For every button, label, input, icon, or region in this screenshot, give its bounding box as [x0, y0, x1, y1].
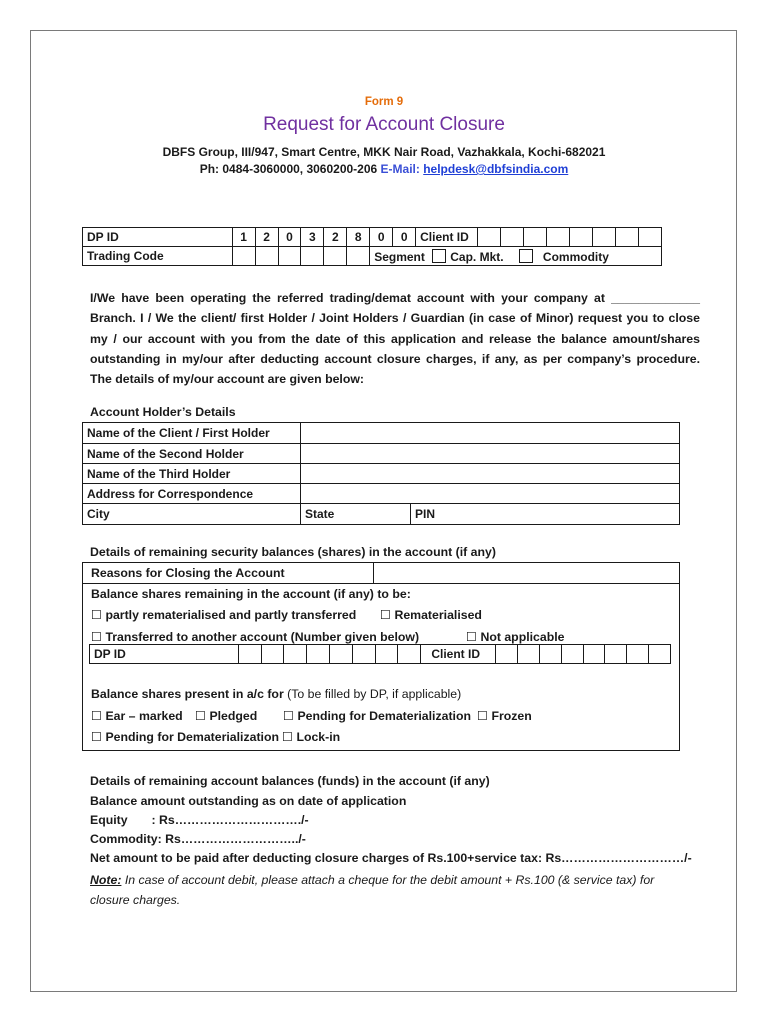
transfer-client-cell[interactable] — [583, 645, 605, 664]
form-title: Request for Account Closure — [263, 114, 505, 135]
address-label: Address for Correspondence — [83, 484, 301, 504]
address-field[interactable] — [301, 484, 680, 504]
option-frozen[interactable]: ☐ Frozen — [477, 709, 532, 723]
holders-table — [82, 422, 680, 525]
intro-paragraph: I/We have been operating the referred trading/demat account with your company at _____________ Branch. I / We the client/ first Holder / Joint Holders / Guardian (in case of Minor) request you to close my / our account with you from the date of this application and release the balance amount/shares outstanding in my/our after deducting account closure charges, if any, as per company’s procedure. The details of my/our account are given below: — [90, 291, 700, 387]
note-text: In case of account debit, please attach a cheque for the debit amount + Rs.100 (& service tax) for closure charges. — [90, 873, 655, 907]
option-transferred[interactable]: ☐ Transferred to another account (Number given below) — [91, 630, 420, 644]
contact-line — [0, 162, 768, 176]
client-id-cell[interactable] — [592, 228, 615, 247]
first-holder-label: Name of the Client / First Holder — [83, 423, 301, 444]
commodity-checkbox[interactable] — [519, 249, 533, 263]
present-label — [91, 687, 461, 701]
third-holder-field[interactable] — [301, 464, 680, 484]
funds-heading: Details of remaining account balances (funds) in the account (if any) — [90, 774, 490, 788]
third-holder-label: Name of the Third Holder — [83, 464, 301, 484]
state-field[interactable]: State — [301, 504, 411, 525]
transfer-id-table — [89, 644, 671, 664]
transfer-dp-cell[interactable] — [398, 645, 421, 664]
transfer-client-cell[interactable] — [627, 645, 649, 664]
outstanding-label: Balance amount outstanding as on date of application — [90, 794, 407, 808]
transfer-client-cell[interactable] — [561, 645, 583, 664]
option-pledged[interactable]: ☐ Pledged — [195, 709, 258, 723]
second-holder-field[interactable] — [301, 444, 680, 464]
client-id-cell[interactable] — [524, 228, 547, 247]
transfer-client-cell[interactable] — [518, 645, 540, 664]
transfer-dp-cell[interactable] — [238, 645, 261, 664]
note-label: Note: — [90, 873, 122, 887]
pin-field[interactable]: PIN — [411, 504, 680, 525]
client-id-cell[interactable] — [615, 228, 638, 247]
email-link[interactable]: helpdesk@dbfsindia.com — [423, 162, 569, 176]
transfer-client-cell[interactable] — [649, 645, 671, 664]
client-id-cell[interactable] — [547, 228, 570, 247]
transfer-client-cell[interactable] — [496, 645, 518, 664]
cap-mkt-checkbox[interactable] — [432, 249, 446, 263]
trading-code-cell[interactable] — [301, 247, 324, 266]
segment-label: Segment — [374, 249, 425, 264]
present-label-note: (To be filled by DP, if applicable) — [283, 687, 462, 701]
segment-cell — [370, 247, 662, 266]
phone-numbers: Ph: 0484-3060000, 3060200-206 — [199, 162, 378, 176]
option-not-applicable[interactable]: ☐ Not applicable — [466, 630, 565, 644]
transfer-client-cell[interactable] — [605, 645, 627, 664]
transfer-dp-id-label: DP ID — [90, 645, 239, 664]
cap-mkt-label: Cap. Mkt. — [450, 249, 504, 264]
client-id-cell[interactable] — [638, 228, 661, 247]
option-pending-demat[interactable]: ☐ Pending for Dematerialization — [283, 709, 471, 723]
dp-id-label: DP ID — [83, 228, 233, 247]
dp-id-digit[interactable]: 0 — [370, 228, 393, 247]
option-ear-marked[interactable]: ☐ Ear – marked — [91, 709, 183, 723]
holders-heading: Account Holder’s Details — [90, 405, 236, 419]
trading-code-cell[interactable] — [255, 247, 278, 266]
dp-id-digit[interactable]: 8 — [347, 228, 370, 247]
transfer-dp-cell[interactable] — [284, 645, 307, 664]
city-field[interactable]: City — [83, 504, 301, 525]
trading-code-label: Trading Code — [83, 247, 233, 266]
reasons-row — [83, 563, 679, 584]
reasons-divider — [373, 563, 374, 583]
commodity-line[interactable]: Commodity: Rs………………………../- — [90, 832, 306, 846]
company-address: DBFS Group, III/947, Smart Centre, MKK Nair Road, Vazhakkala, Kochi-682021 — [162, 145, 606, 159]
option-partly[interactable]: ☐ partly rematerialised and partly transferred — [91, 608, 357, 622]
security-heading: Details of remaining security balances (shares) in the account (if any) — [90, 545, 496, 559]
dp-id-digit[interactable]: 2 — [255, 228, 278, 247]
option-lock-in[interactable]: ☐ Lock-in — [282, 730, 341, 744]
client-id-cell[interactable] — [570, 228, 593, 247]
trading-code-cell[interactable] — [278, 247, 301, 266]
trading-code-cell[interactable] — [347, 247, 370, 266]
note — [90, 870, 690, 910]
form-number: Form 9 — [364, 96, 404, 108]
trading-code-cell[interactable] — [232, 247, 255, 266]
client-id-cell[interactable] — [501, 228, 524, 247]
transfer-dp-cell[interactable] — [307, 645, 330, 664]
first-holder-field[interactable] — [301, 423, 680, 444]
trading-code-cell[interactable] — [324, 247, 347, 266]
transfer-client-cell[interactable] — [539, 645, 561, 664]
remaining-label: Balance shares remaining in the account (if any) to be: — [91, 587, 411, 601]
client-id-label: Client ID — [416, 228, 478, 247]
dp-id-digit[interactable]: 1 — [232, 228, 255, 247]
second-holder-label: Name of the Second Holder — [83, 444, 301, 464]
dp-id-digit[interactable]: 3 — [301, 228, 324, 247]
transfer-dp-cell[interactable] — [261, 645, 284, 664]
transfer-dp-cell[interactable] — [330, 645, 353, 664]
email-label: E-Mail: — [377, 162, 420, 176]
option-pending-demat-2[interactable]: ☐ Pending for Dematerialization — [91, 730, 279, 744]
client-id-cell[interactable] — [478, 228, 501, 247]
dp-id-digit[interactable]: 0 — [393, 228, 416, 247]
dp-id-digit[interactable]: 2 — [324, 228, 347, 247]
transfer-client-id-label: Client ID — [421, 645, 496, 664]
transfer-dp-cell[interactable] — [375, 645, 398, 664]
reasons-field[interactable] — [375, 563, 677, 583]
commodity-label: Commodity — [542, 249, 609, 264]
transfer-dp-cell[interactable] — [352, 645, 375, 664]
reasons-label: Reasons for Closing the Account — [91, 566, 285, 580]
equity-line[interactable]: Equity : Rs…………………………./- — [90, 813, 309, 827]
option-rematerialised[interactable]: ☐ Rematerialised — [380, 608, 482, 622]
net-amount-line[interactable]: Net amount to be paid after deducting closure charges of Rs.100+service tax: Rs…………………………/- — [90, 851, 692, 865]
present-label-bold: Balance shares present in a/c for — [91, 687, 284, 701]
dp-id-digit[interactable]: 0 — [278, 228, 301, 247]
security-box — [82, 562, 680, 751]
id-table — [82, 227, 662, 266]
